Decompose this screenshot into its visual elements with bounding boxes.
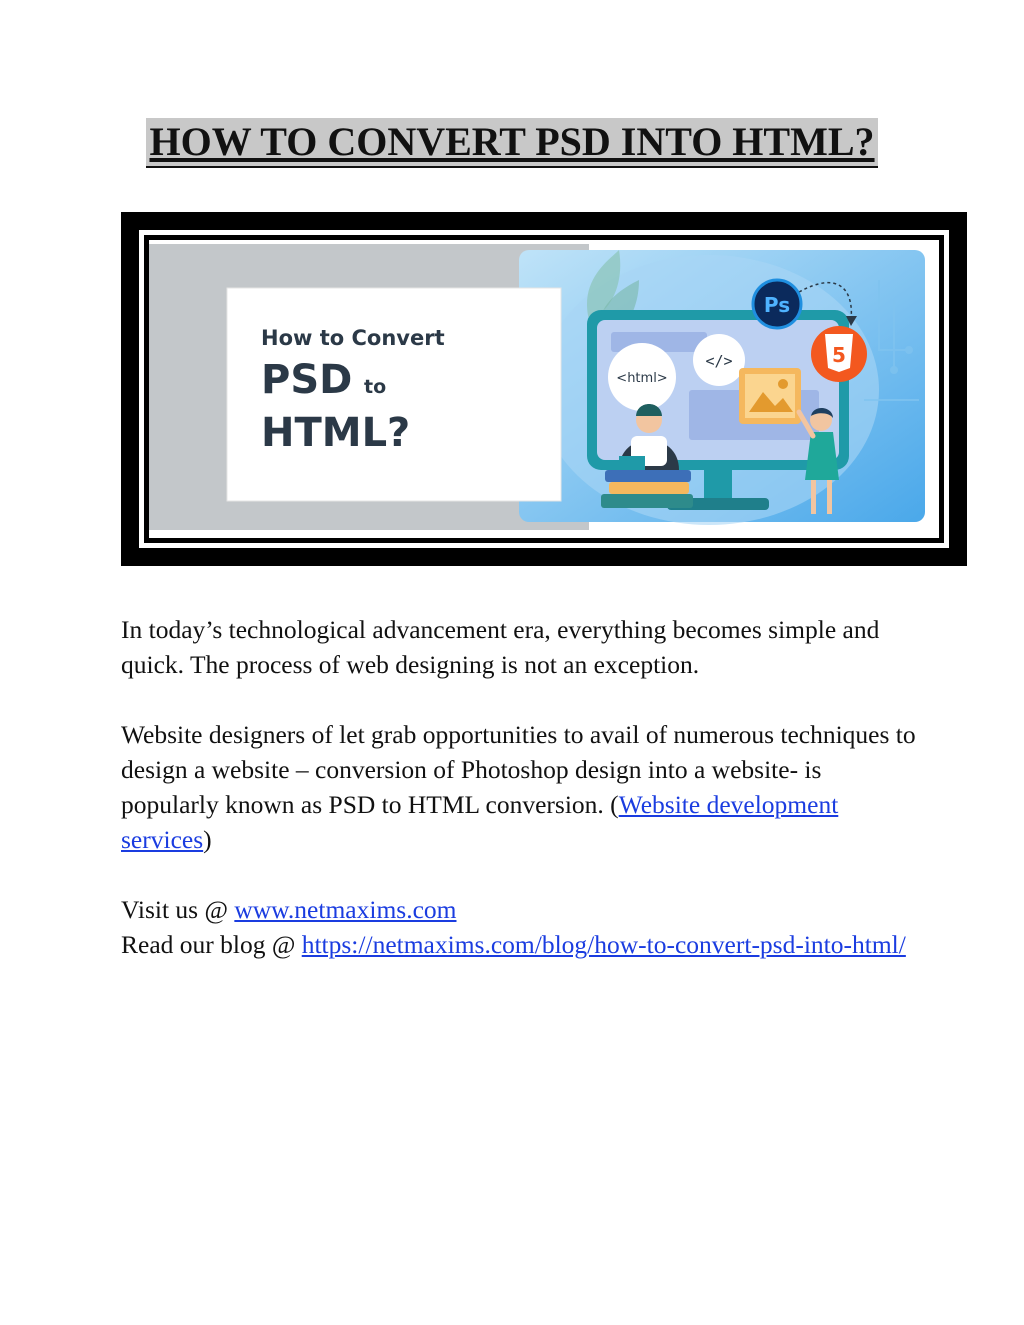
website-development-services-link[interactable]: Website development services [121, 790, 839, 854]
banner-frame [121, 212, 967, 566]
paragraph-designers-close: ) [203, 825, 212, 854]
code-tag-label: </> [705, 352, 733, 370]
blog-link[interactable]: https://netmaxims.com/blog/how-to-convert-psd-into-html/ [301, 930, 906, 959]
paragraph-designers-text: Website designers of let grab opportunities to avail of numerous techniques to design a website – conversion of Photoshop design into a website- is popularly known as PSD to HTML conversion. ( [121, 720, 916, 819]
paragraph-intro: In today’s technological advancement era, everything becomes simple and quick. The process of web designing is not an exception. [121, 615, 880, 679]
html5-icon [811, 326, 867, 382]
photoshop-icon-label: Ps [763, 293, 791, 317]
html5-icon-label: 5 [832, 343, 846, 367]
photoshop-icon [753, 280, 801, 328]
banner-image [149, 240, 939, 538]
article-body [121, 612, 921, 962]
visit-label: Visit us @ [121, 895, 235, 924]
card-line-3: HTML? [261, 410, 411, 456]
card-line-2: PSD [261, 357, 353, 403]
website-link[interactable]: www.netmaxims.com [234, 895, 457, 924]
card-line-2-small: to [364, 376, 387, 398]
paragraph-designers [121, 717, 921, 857]
blog-label: Read our blog @ [121, 930, 302, 959]
card-line-1: How to Convert [261, 326, 445, 350]
image-card-icon [739, 368, 801, 424]
html-tag-label: <html> [616, 371, 668, 386]
banner-illustration [149, 240, 937, 536]
page-title: HOW TO CONVERT PSD INTO HTML? [146, 118, 878, 168]
contact-lines [121, 892, 921, 962]
